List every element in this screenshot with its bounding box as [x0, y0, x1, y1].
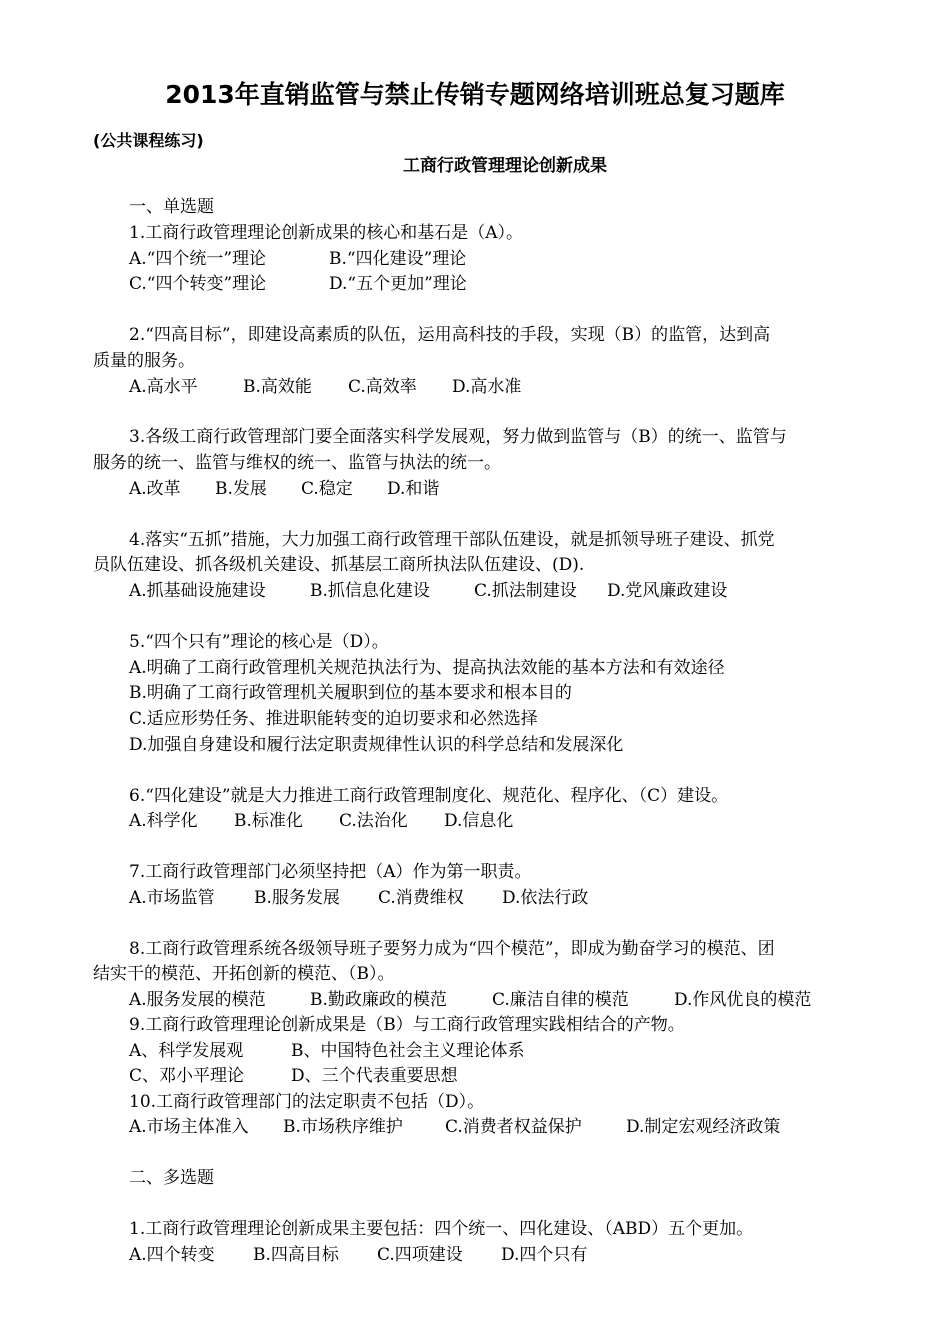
option-c: C.法治化: [339, 811, 408, 831]
option-b: B.标准化: [234, 811, 303, 831]
option-a: A.市场主体准入: [129, 1117, 249, 1137]
option-a: A、科学发展观: [129, 1041, 244, 1061]
option-b: B.市场秩序维护: [283, 1117, 403, 1137]
option-c: C.稳定: [301, 479, 353, 499]
option-b: B.发展: [215, 479, 267, 499]
question-1-options-row-1: [129, 247, 466, 271]
question-2-stem-line-1: 2.“四高目标”，即建设高素质的队伍，运用高科技的手段，实现（B）的监管，达到高: [129, 325, 771, 345]
option-d: D.“五个更加”理论: [329, 274, 467, 294]
option-d: D.依法行政: [502, 888, 589, 908]
option-d: D.制定宏观经济政策: [626, 1117, 781, 1137]
question-5-option-a: A.明确了工商行政管理机关规范执法行为、提高执法效能的基本方法和有效途径: [129, 658, 725, 678]
option-b: B.“四化建设”理论: [329, 249, 467, 269]
option-a: A.市场监管: [129, 888, 215, 908]
question-5-stem: 5.“四个只有”理论的核心是（D）。: [129, 632, 389, 652]
document-title: 2013年直销监管与禁止传销专题网络培训班总复习题库: [165, 80, 785, 109]
option-c: C.抓法制建设: [474, 581, 577, 601]
option-a: A.改革: [129, 479, 181, 499]
question-5-option-c: C.适应形势任务、推进职能转变的迫切要求和必然选择: [129, 709, 538, 729]
option-c: C.高效率: [348, 377, 417, 397]
question-7-options: [129, 886, 588, 910]
option-a: A.服务发展的模范: [129, 990, 266, 1010]
question-8-options: [129, 988, 811, 1012]
section-label-single-choice: 一、单选题: [129, 197, 214, 217]
option-a: A.高水平: [129, 377, 198, 397]
option-d: D.信息化: [444, 811, 514, 831]
question-3-stem-line-2: 服务的统一、监管与维权的统一、监管与执法的统一。: [93, 453, 501, 473]
question-7-stem: 7.工商行政管理部门必须坚持把（A）作为第一职责。: [129, 862, 532, 882]
question-5-option-d: D.加强自身建设和履行法定职责规律性认识的科学总结和发展深化: [129, 735, 624, 755]
question-4-stem-line-2: 员队伍建设、抓各级机关建设、抓基层工商所执法队伍建设、(D).: [93, 555, 585, 575]
option-c: C.四项建设: [377, 1245, 463, 1265]
option-d: D.党风廉政建设: [607, 581, 728, 601]
option-c: C.“四个转变”理论: [129, 274, 267, 294]
question-9-stem: 9.工商行政管理理论创新成果是（B）与工商行政管理实践相结合的产物。: [129, 1015, 685, 1035]
option-a: A.“四个统一”理论: [129, 249, 267, 269]
question-5-option-b: B.明确了工商行政管理机关履职到位的基本要求和根本目的: [129, 683, 572, 703]
question-6-stem: 6.“四化建设”就是大力推进工商行政管理制度化、规范化、程序化、（C）建设。: [129, 786, 729, 806]
option-d: D.四个只有: [501, 1245, 588, 1265]
option-a: A.抓基础设施建设: [129, 581, 266, 601]
option-a: A.科学化: [129, 811, 198, 831]
option-b: B.勤政廉政的模范: [310, 990, 447, 1010]
option-d: D.作风优良的模范: [674, 990, 812, 1010]
option-b: B、中国特色社会主义理论体系: [291, 1041, 525, 1061]
question-9-options-row-2: [129, 1064, 458, 1088]
question-10-options: [129, 1115, 780, 1139]
question-3-options: [129, 477, 439, 501]
option-c: C.消费者权益保护: [445, 1117, 582, 1137]
option-b: B.高效能: [243, 377, 312, 397]
question-2-stem-line-2: 质量的服务。: [93, 351, 195, 371]
option-d: D.高水准: [452, 377, 522, 397]
option-c: C.消费维权: [378, 888, 464, 908]
question-3-stem-line-1: 3.各级工商行政管理部门要全面落实科学发展观，努力做到监管与（B）的统一、监管与: [129, 427, 787, 447]
question-10-stem: 10.工商行政管理部门的法定职责不包括（D）。: [129, 1092, 485, 1112]
question-4-options: [129, 579, 727, 603]
option-d: D.和谐: [387, 479, 440, 499]
option-a: A.四个转变: [129, 1245, 215, 1265]
question-9-options-row-1: [129, 1039, 525, 1063]
option-b: B.抓信息化建设: [310, 581, 430, 601]
question-8-stem-line-1: 8.工商行政管理系统各级领导班子要努力成为“四个模范”，即成为勤奋学习的模范、团: [129, 939, 775, 959]
option-d: D、三个代表重要思想: [291, 1066, 458, 1086]
option-c: C、邓小平理论: [129, 1066, 245, 1086]
multi-question-1-options: [129, 1243, 587, 1267]
multi-question-1-stem: 1.工商行政管理理论创新成果主要包括：四个统一、四化建设、（ABD）五个更加。: [129, 1219, 754, 1239]
section-heading: 工商行政管理理论创新成果: [403, 156, 607, 176]
question-4-stem-line-1: 4.落实“五抓”措施，大力加强工商行政管理干部队伍建设，就是抓领导班子建设、抓党: [129, 530, 775, 550]
question-1-options-row-2: [129, 272, 467, 296]
document-subtitle: (公共课程练习): [93, 131, 204, 150]
section-label-multiple-choice: 二、多选题: [129, 1168, 214, 1188]
question-2-options: [129, 375, 521, 399]
question-8-stem-line-2: 结实干的模范、开拓创新的模范、（B）。: [93, 964, 395, 984]
question-6-options: [129, 809, 513, 833]
option-c: C.廉洁自律的模范: [492, 990, 629, 1010]
option-b: B.服务发展: [254, 888, 340, 908]
option-b: B.四高目标: [253, 1245, 339, 1265]
question-1-stem: 1.工商行政管理理论创新成果的核心和基石是（A）。: [129, 223, 523, 243]
